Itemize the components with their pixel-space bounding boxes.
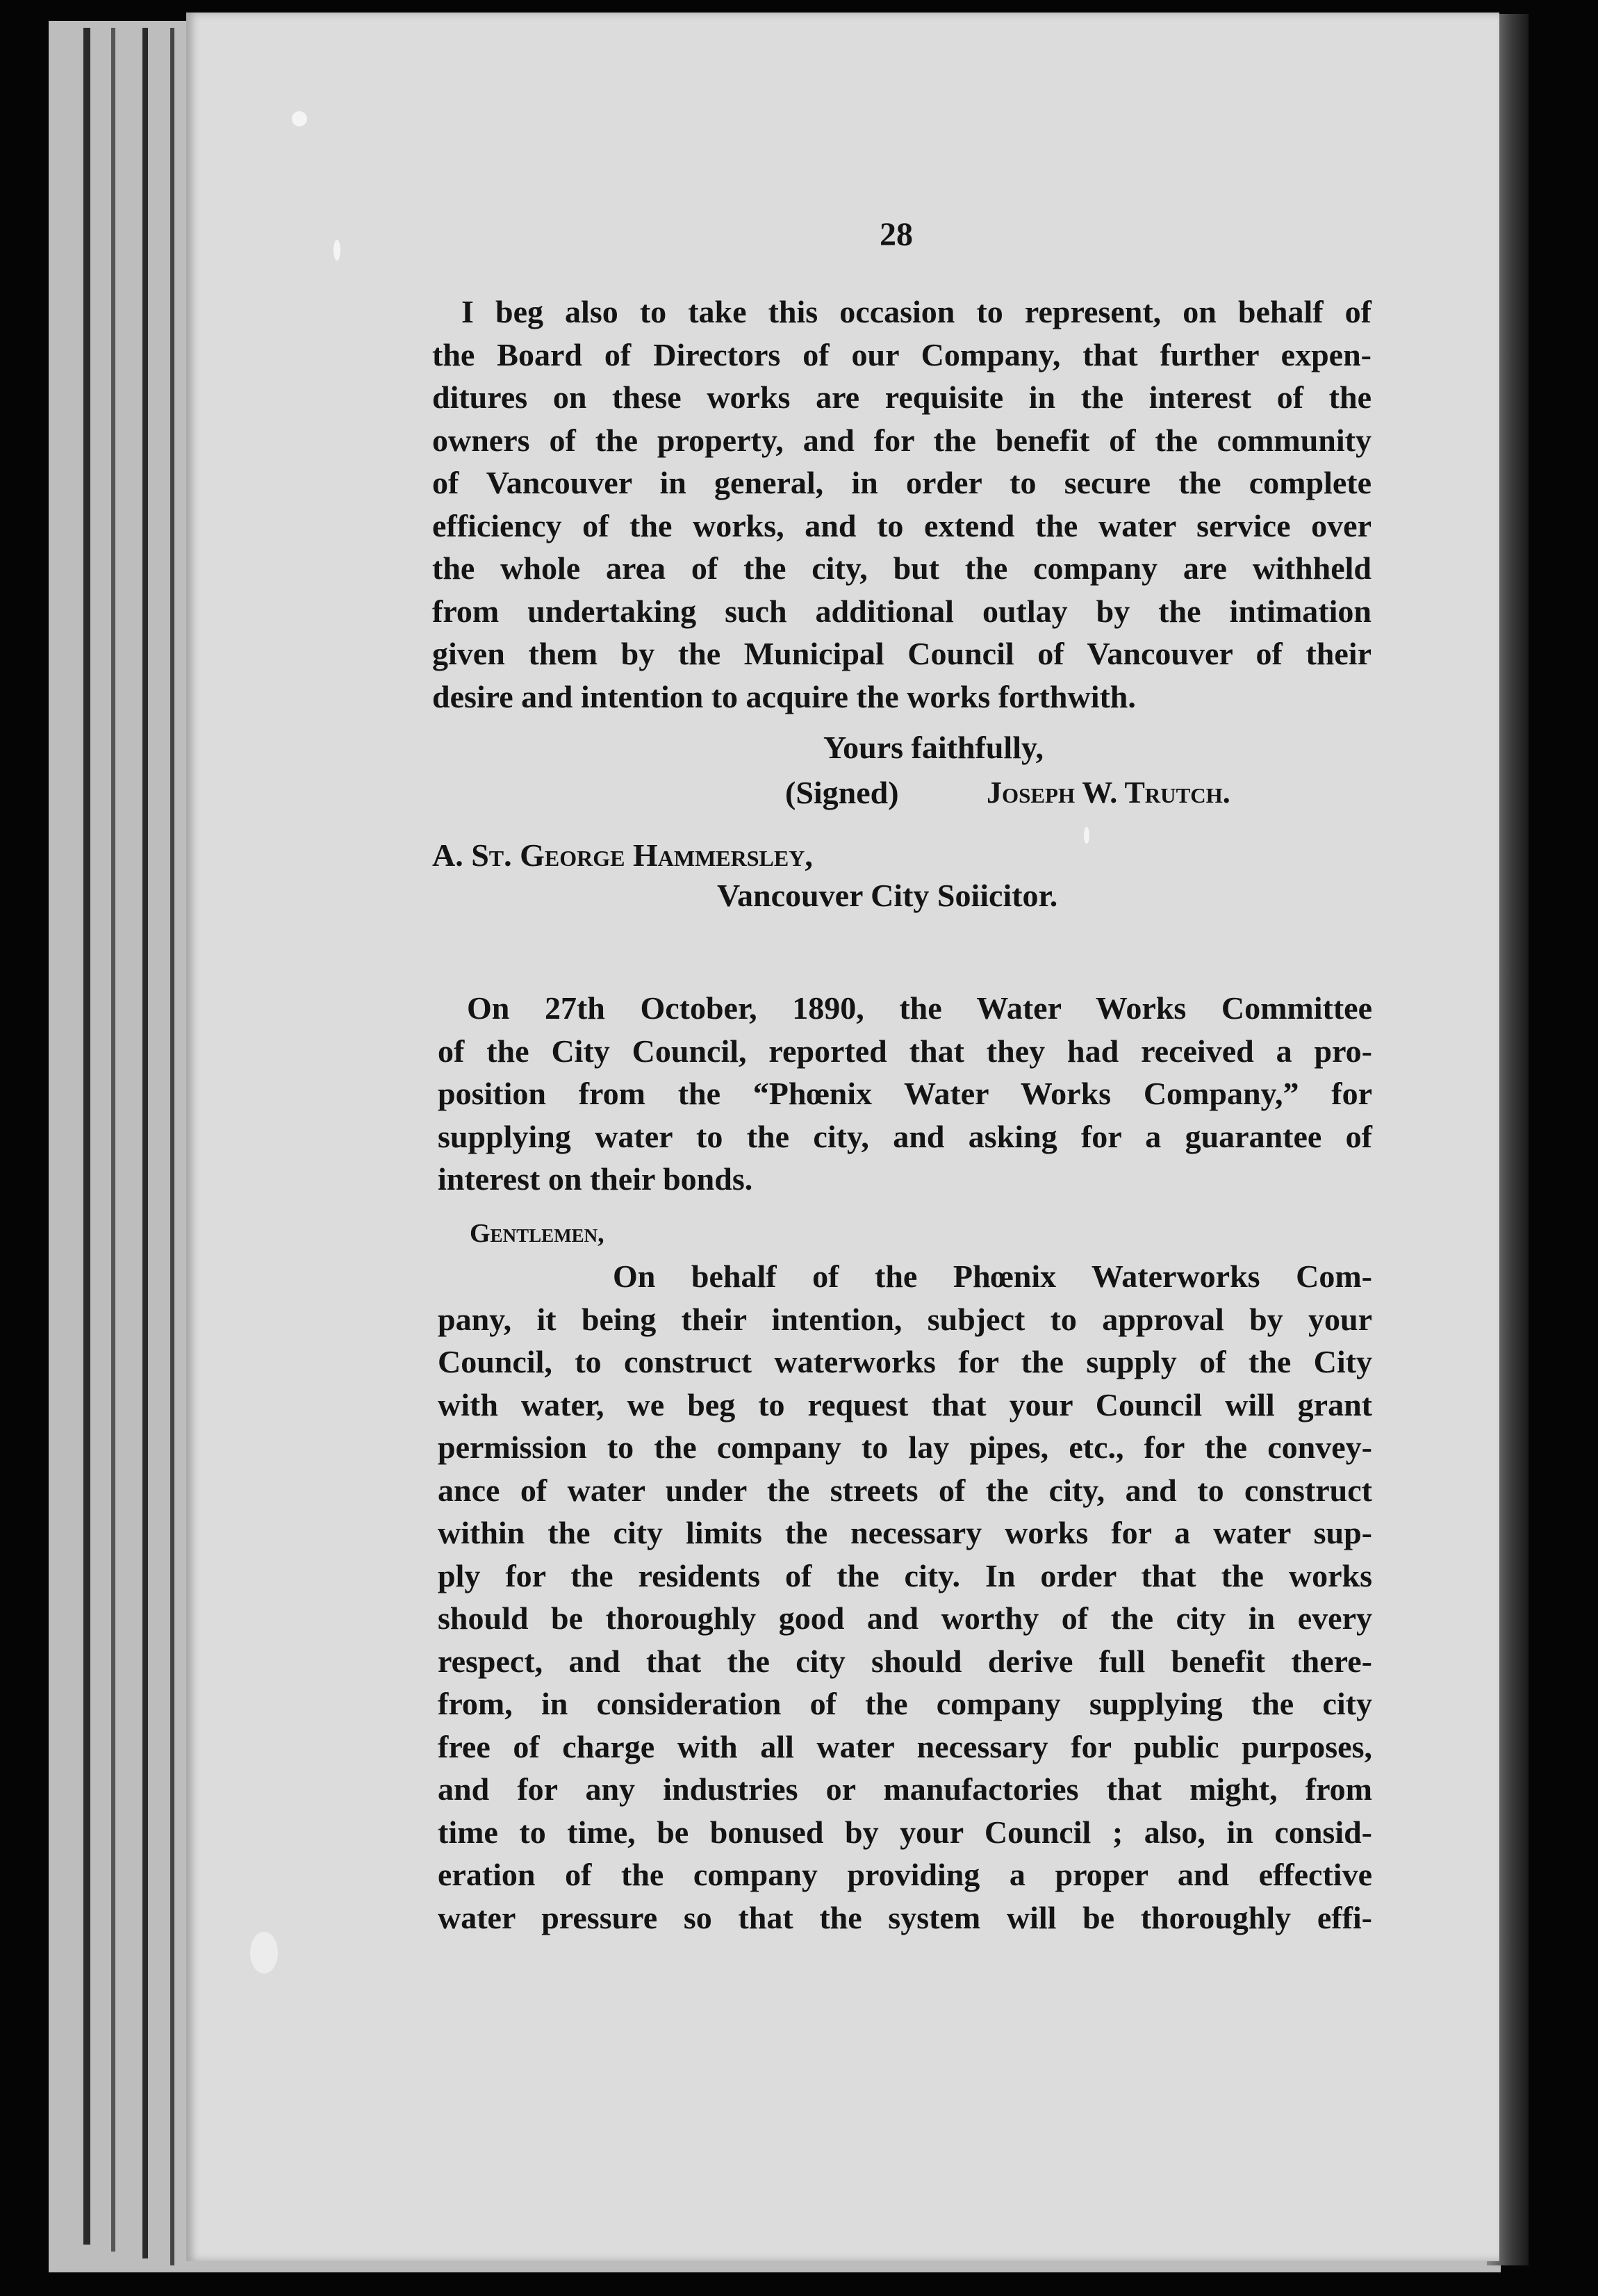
- paper-speck: [333, 240, 340, 261]
- text-line: ance of water under the streets of the city, and to construct: [438, 1472, 1372, 1508]
- signed-label: (Signed): [785, 775, 899, 810]
- text-line: time to time, be bonused by your Council ; also, in consid-: [438, 1814, 1372, 1850]
- text-line: given them by the Municipal Council of Vancouver of their: [432, 636, 1372, 671]
- text-line: interest on their bonds.: [438, 1161, 753, 1197]
- text-line: the Board of Directors of our Company, that further expen-: [432, 336, 1372, 372]
- text-line: On behalf of the Phœnix Waterworks Com-: [613, 1258, 1372, 1294]
- committee-report-paragraph: [438, 987, 1372, 1201]
- text-line: free of charge with all water necessary for public purposes,: [438, 1728, 1372, 1764]
- text-line: owners of the property, and for the benefit of the community: [432, 422, 1372, 458]
- text-line: from undertaking such additional outlay by the intimation: [432, 593, 1372, 629]
- salutation: Gentlemen,: [470, 1219, 604, 1248]
- text-line: ditures on these works are requisite in the interest of the: [432, 379, 1372, 415]
- text-line: desire and intention to acquire the works forthwith.: [432, 678, 1136, 714]
- addressee-name-line: [432, 834, 813, 877]
- text-line: Council, to construct waterworks for the supply of the City: [438, 1344, 1372, 1379]
- text-line: of Vancouver in general, in order to secure the complete: [432, 465, 1372, 500]
- page-edge-line: [111, 28, 115, 2252]
- text-line: the whole area of the city, but the company are withheld: [432, 550, 1372, 586]
- addressee-title: Vancouver City Soiicitor.: [717, 878, 1058, 913]
- text-line: with water, we beg to request that your Council will grant: [438, 1386, 1372, 1422]
- text-line: respect, and that the city should derive full benefit there-: [438, 1643, 1372, 1679]
- page-edge-line: [170, 28, 174, 2265]
- paper-speck: [292, 111, 307, 126]
- paper-speck: [1084, 827, 1089, 844]
- signer-name: Joseph W. Trutch.: [987, 776, 1230, 810]
- page-edge-line: [83, 28, 90, 2245]
- text-line: within the city limits the necessary works for a water sup-: [438, 1515, 1372, 1550]
- letter-end-paragraph: [432, 290, 1372, 718]
- closing-text: Yours faithfully,: [823, 730, 1044, 765]
- signature-line: [785, 771, 1327, 814]
- text-line: and for any industries or manufactories that might, from: [438, 1771, 1372, 1807]
- text-line: should be thoroughly good and worthy of the city in every: [438, 1600, 1372, 1636]
- text-line: position from the “Phœnix Water Works Company,” for: [438, 1076, 1372, 1111]
- text-line: of the City Council, reported that they had received a pro-: [438, 1033, 1372, 1069]
- text-line: water pressure so that the system will be thoroughly effi-: [438, 1899, 1372, 1935]
- text-line: efficiency of the works, and to extend the water service over: [432, 507, 1372, 543]
- salutation-line: [470, 1213, 604, 1256]
- paper-speck: [250, 1932, 278, 1974]
- text-line: ply for the residents of the city. In order that the works: [438, 1557, 1372, 1593]
- text-line: On 27th October, 1890, the Water Works Committee: [467, 990, 1372, 1026]
- text-line: supplying water to the city, and asking for a guarantee of: [438, 1118, 1372, 1154]
- addressee-name: A. St. George Hammersley,: [432, 837, 813, 873]
- page-edge-line: [142, 28, 148, 2258]
- closing-line: [823, 726, 1044, 769]
- text-line: eration of the company providing a proper and effective: [438, 1857, 1372, 1892]
- text-line: pany, it being their intention, subject to approval by your: [438, 1301, 1372, 1337]
- text-line: I beg also to take this occasion to represent, on behalf of: [461, 294, 1372, 329]
- addressee-title-line: [717, 874, 1057, 917]
- text-line: permission to the company to lay pipes, etc., for the convey-: [438, 1429, 1372, 1465]
- text-line: from, in consideration of the company supplying the city: [438, 1686, 1372, 1721]
- letter-body-paragraph: [438, 1255, 1372, 1939]
- page-number: 28: [880, 216, 913, 253]
